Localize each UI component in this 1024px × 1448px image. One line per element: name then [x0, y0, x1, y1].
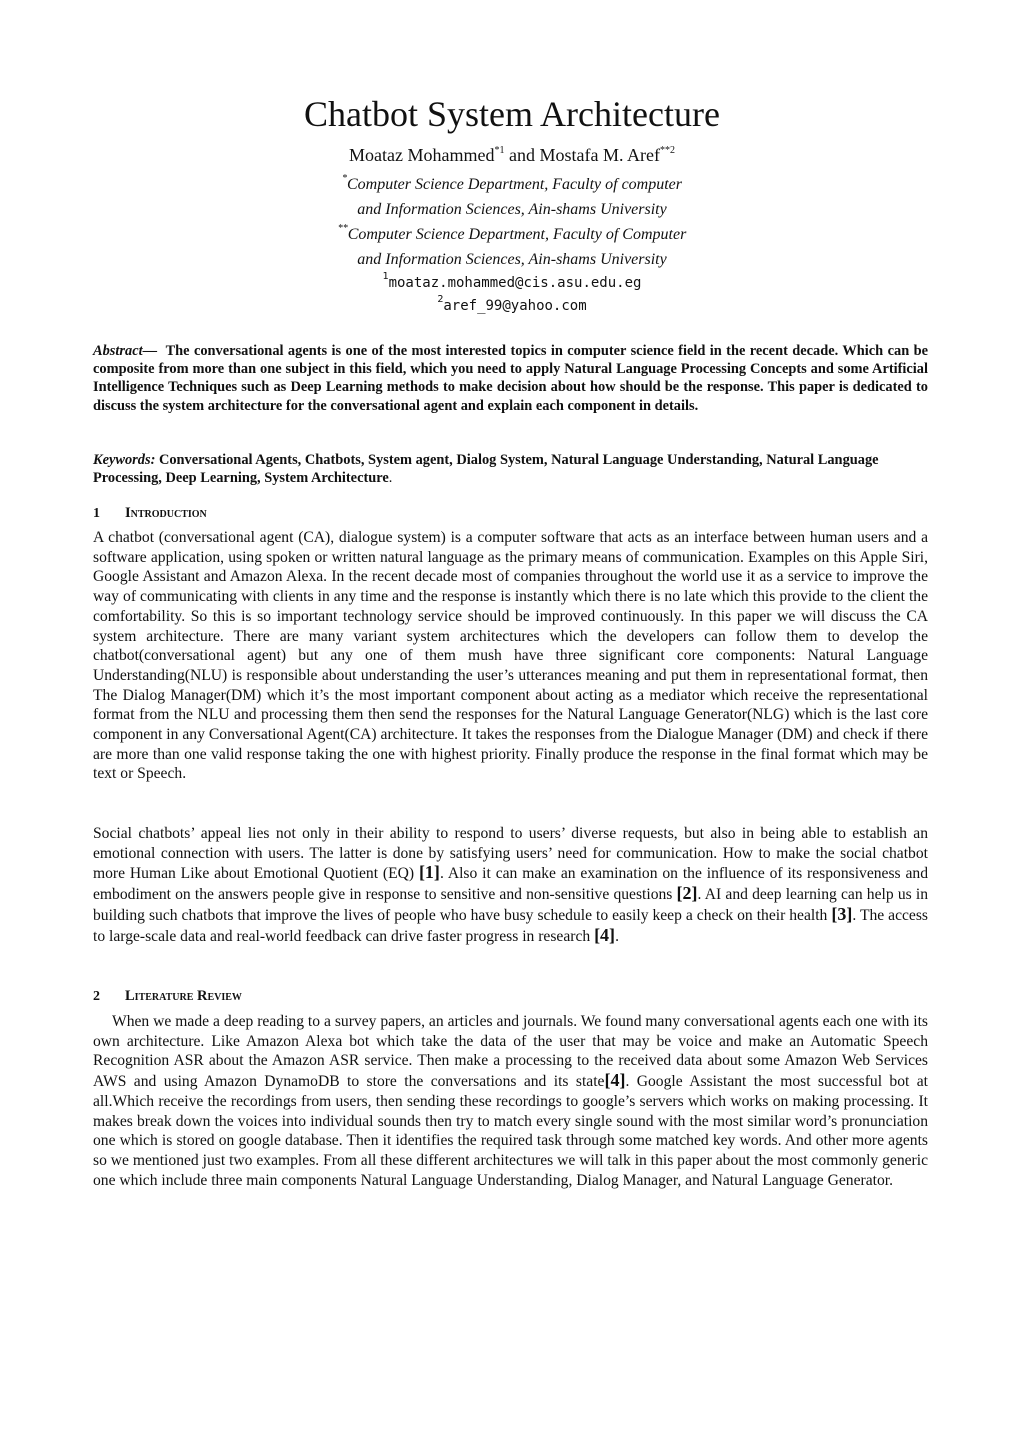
email-1 — [0, 273, 1024, 293]
section-2-text-b: . Google Assistant the most successful bot at all.Which receive the recordings from users, then sending these recordings to google’s servers which works on making processing. It makes break down the voices into individual sounds then try to match every single sound with the most similar word’s pronunciation one which is stored on google database. Then it identifies the required task through some matched key words. And other more agents so we mentioned just two examples. From all these different architectures we will talk in this paper about the most commonly generic one which include three main components Natural Language Understanding, Dialog Manager, and Natural Language Generator. — [93, 1073, 928, 1189]
affiliation-2-line-1 — [0, 224, 1024, 246]
section-2-number: 2 — [93, 989, 100, 1004]
section-2-paragraph — [93, 1012, 928, 1190]
author-line — [0, 143, 1024, 167]
affiliation-2-line-2: and Information Sciences, Ain-shams University — [357, 251, 667, 268]
author-1-name: Moataz Mohammed — [349, 145, 495, 165]
para2-text-e: . — [615, 927, 619, 945]
paper-title: Chatbot System Architecture — [304, 94, 720, 134]
para2-text-b: . Also it can make an examination on the influence of its responsiveness and embodiment on the answers people give in response to sensitive and non-sensitive questions — [93, 865, 928, 904]
affiliation-1-marker: * — [341, 173, 347, 184]
author-2-marker: **2 — [659, 145, 675, 156]
section-2-citation: [4] — [604, 1070, 626, 1091]
affiliation-2-marker: ** — [337, 223, 348, 234]
section-1-paragraph-1: A chatbot (conversational agent (CA), dialogue system) is a computer software that acts as an interface between human users and a software application, using spoken or written natural language as the primary means of communication. Examples on this Apple Siri, Google Assistant and Amazon Alexa. In the recent decade most of companies throughout the world use it as a service to improve the way of communicating with clients in any time and the response is instantly which there is no late which this provide to the client the comfortability. So this is so important technology service should be improved continuously. In this paper we will discuss the CA system architecture. There are many variant system architectures which the developers can follow them to develop the chatbot(conversational agent) but any one of them mush have three significant core components: Natural Language Understanding(NLU) is responsible about understanding the user’s utterances meaning and put them in representational format, then The Dialog Manager(DM) which it’s the most important component about acting as a mediator which receive the representational format from the NLU and processing them then send the responses for the Natural Language Generator(NLG) which is the last core component in any Conversational Agent(CA) architecture. It takes the responses from the Dialogue Manager (DM) and check if there are more than one valid response taking the one with highest priority. Finally produce the response in the final format which may be text or Speech. — [93, 529, 928, 783]
keywords-end: . — [388, 470, 393, 486]
email-2-marker: 2 — [437, 294, 444, 305]
citation-1: [1] — [418, 862, 440, 883]
affiliation-1-text-1: Computer Science Department, Faculty of computer — [346, 176, 683, 193]
section-2-title: Literature Review — [125, 988, 242, 1004]
email-2 — [0, 296, 1024, 316]
para2-text-a: Social chatbots’ appeal lies not only in their ability to respond to users’ diverse requests, but also in being able to establish an emotional connection with users. The latter is done by satisfying users’ need for communication. How to make the social chatbot more Human Like about Emotional Quotient (EQ) — [93, 825, 928, 883]
abstract-label: Abstract — [93, 343, 143, 359]
abstract-text: The conversational agents is one of the most interested topics in computer science field in the recent decade. Which can be composite from more than one subject in this field, which you need to apply Natural Language Processing Concepts and some Artificial Intelligence Techniques such as Deep Learning methods to make decision about how should be the response. This paper is dedicated to discuss the system architecture for the conversational agent and explain each component in details. — [93, 343, 929, 414]
affiliation-2-text-1: Computer Science Department, Faculty of Computer — [347, 226, 687, 243]
email-1-marker: 1 — [382, 271, 389, 282]
section-1-heading — [93, 504, 207, 523]
author-2-name: Mostafa M. Aref — [539, 145, 660, 165]
abstract-dash: — — [142, 343, 157, 359]
keywords-label: Keywords: — [93, 452, 156, 468]
keywords — [93, 451, 928, 487]
author-conjunction: and — [508, 145, 535, 165]
email-2-address: aref_99@yahoo.com — [443, 298, 587, 314]
section-1-paragraph-2 — [93, 824, 928, 946]
para2-text-d: . The access to large-scale data and real-world feedback can drive faster progress in research — [93, 906, 928, 945]
abstract — [93, 342, 928, 415]
affiliation-1-line-1 — [0, 174, 1024, 196]
email-1-address: moataz.mohammed@cis.asu.edu.eg — [388, 275, 642, 291]
citation-3: [3] — [831, 903, 853, 924]
citation-4: [4] — [594, 924, 616, 945]
para2-text-c: . AI and deep learning can help us in building such chatbots that improve the lives of people who have busy schedule to easily keep a check on their health — [93, 886, 928, 924]
section-2-heading — [93, 987, 242, 1006]
citation-2: [2] — [676, 883, 698, 904]
section-1-title: Introduction — [125, 505, 207, 521]
section-1-number: 1 — [93, 506, 100, 521]
keywords-text: Conversational Agents, Chatbots, System agent, Dialog System, Natural Language Understanding, Natural Language Processing, Deep Learning, System Architecture — [93, 452, 879, 486]
affiliation-1-line-2: and Information Sciences, Ain-shams University — [357, 201, 667, 218]
section-2-text-a: When we made a deep reading to a survey papers, an articles and journals. We found many conversational agents each one with its own architecture. Like Amazon Alexa bot which take the data of the user that may be voice and make an Automatic Speech Recognition ASR about the Amazon ASR service. Then make a processing to the received data about some Amazon Web Services AWS and using Amazon DynamoDB to store the conversations and its state — [93, 1013, 928, 1091]
author-1-marker: *1 — [494, 145, 505, 156]
